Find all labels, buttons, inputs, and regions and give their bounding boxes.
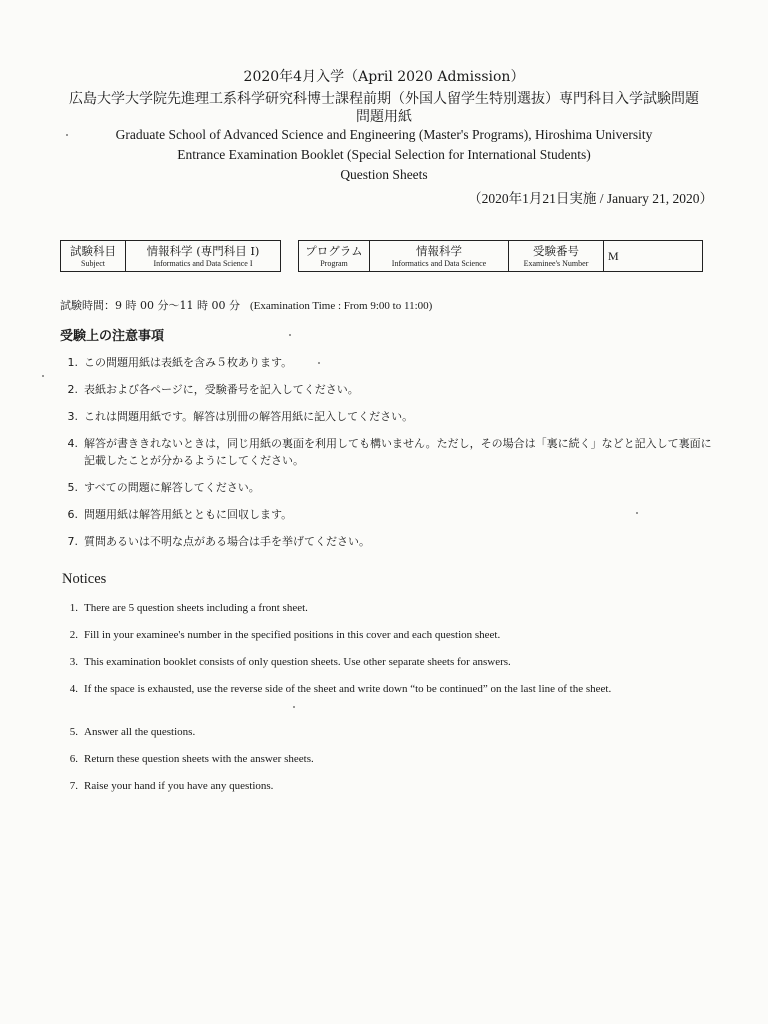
exam-cover-page: 2020年4月入学（April 2020 Admission） 広島大学大学院先進理工系科学研究科博士課程前期（外国人留学生特別選抜）専門科目入学試験問題 問題用紙 Graduate School of Advanced Science and Engineering (Master's Programs), Hiroshima University Entrance Examination Booklet (Special Selection for International Students) Question Sheets （2020年1月21日実施 / January 21, 2020） 試験科目 Subject 情報科学 (専門科目 I) Informatics and Data Science I プログラム Program 情報科学 Informatics and Data Science 受験番号 Examinee's Number M 試験時間：9 時 00 分～11 時 00 分 (Examination Time : From 9:00 to 11:00) 受験上の注意事項 1. この問題用紙は表紙を含み５枚あります。 2. 表紙および各ページに，受験番号を記入してください。 3. これは問題用紙です。解答は別冊の解答用紙に記入してください。 4. 解答が書ききれないときは，同じ用紙の裏面を利用しても構いません。ただし，その場合は「裏に続く」などと記入して裏面に記載したことが分かるようにしてください。 5. すべての問題に解答してください。 6. 問題用紙は解答用紙とともに回収します。 7. 質問あるいは不明な点がある場合は手を挙げてください。 Notices 1. There are 5 question sheets including a front sheet. 2. Fill in your examinee's number in the specified positions in this cover and each question sheet. 3. This examination booklet consists of only question sheets. Use other separate sheets for answers. 4. If the space is exhausted, use the reverse side of the sheet and write down “to be continued” on the last line of the sheet. 5. Answer all the questions. 6. Return these question sheets with the answer sheets. 7. Raise your hand if you have any questions.: [0, 0, 768, 1024]
notices-title-en: Notices: [62, 571, 107, 587]
scan-speck: [318, 362, 320, 364]
subject-label-en: Subject: [81, 258, 105, 268]
subject-label-jp: 試験科目: [70, 243, 116, 258]
admission-line: 2020年4月入学（April 2020 Admission）: [243, 69, 525, 85]
scan-speck: [293, 706, 295, 708]
subject-label-cell: [61, 241, 126, 272]
examinee-label-en: Examinee's Number: [523, 258, 589, 268]
examinee-label-jp: 受験番号: [533, 243, 579, 258]
scan-speck: [289, 334, 291, 336]
exam-time: [60, 297, 432, 313]
subject-value-jp: 情報科学 (専門科目 I): [146, 243, 260, 258]
scan-speck: [636, 512, 638, 514]
subject-value-cell: [126, 241, 281, 272]
examinee-label-cell: [509, 241, 604, 272]
exam-time-en: (Examination Time : From 9:00 to 11:00): [249, 300, 433, 312]
school-title-en: Graduate School of Advanced Science and Engineering (Master's Programs), Hiroshima University: [115, 127, 653, 142]
exam-time-jp: 試験時間：9 時 00 分～11 時 00 分: [60, 299, 240, 312]
program-label-en: Program: [320, 258, 348, 268]
program-label-cell: [299, 241, 370, 272]
booklet-title-en: Entrance Examination Booklet (Special Selection for International Students): [177, 147, 591, 162]
question-sheets-jp: 問題用紙: [356, 109, 412, 125]
scan-speck: [66, 134, 68, 136]
subject-value-en: Informatics and Data Science I: [153, 258, 253, 268]
school-title-jp: 広島大学大学院先進理工系科学研究科博士課程前期（外国人留学生特別選抜）専門科目入学試験問題: [69, 91, 699, 107]
notices-title-jp: 受験上の注意事項: [60, 329, 165, 344]
exam-date: （2020年1月21日実施 / January 21, 2020）: [468, 191, 713, 206]
program-box: [298, 240, 703, 272]
program-label-jp: プログラム: [305, 243, 363, 258]
scan-speck: [42, 375, 44, 377]
examinee-number-field[interactable]: M: [604, 241, 703, 272]
program-value-jp: 情報科学: [416, 243, 462, 258]
subject-box: [60, 240, 281, 272]
program-value-en: Informatics and Data Science: [391, 258, 487, 268]
program-value-cell: [370, 241, 509, 272]
question-sheets-en: Question Sheets: [340, 167, 428, 182]
